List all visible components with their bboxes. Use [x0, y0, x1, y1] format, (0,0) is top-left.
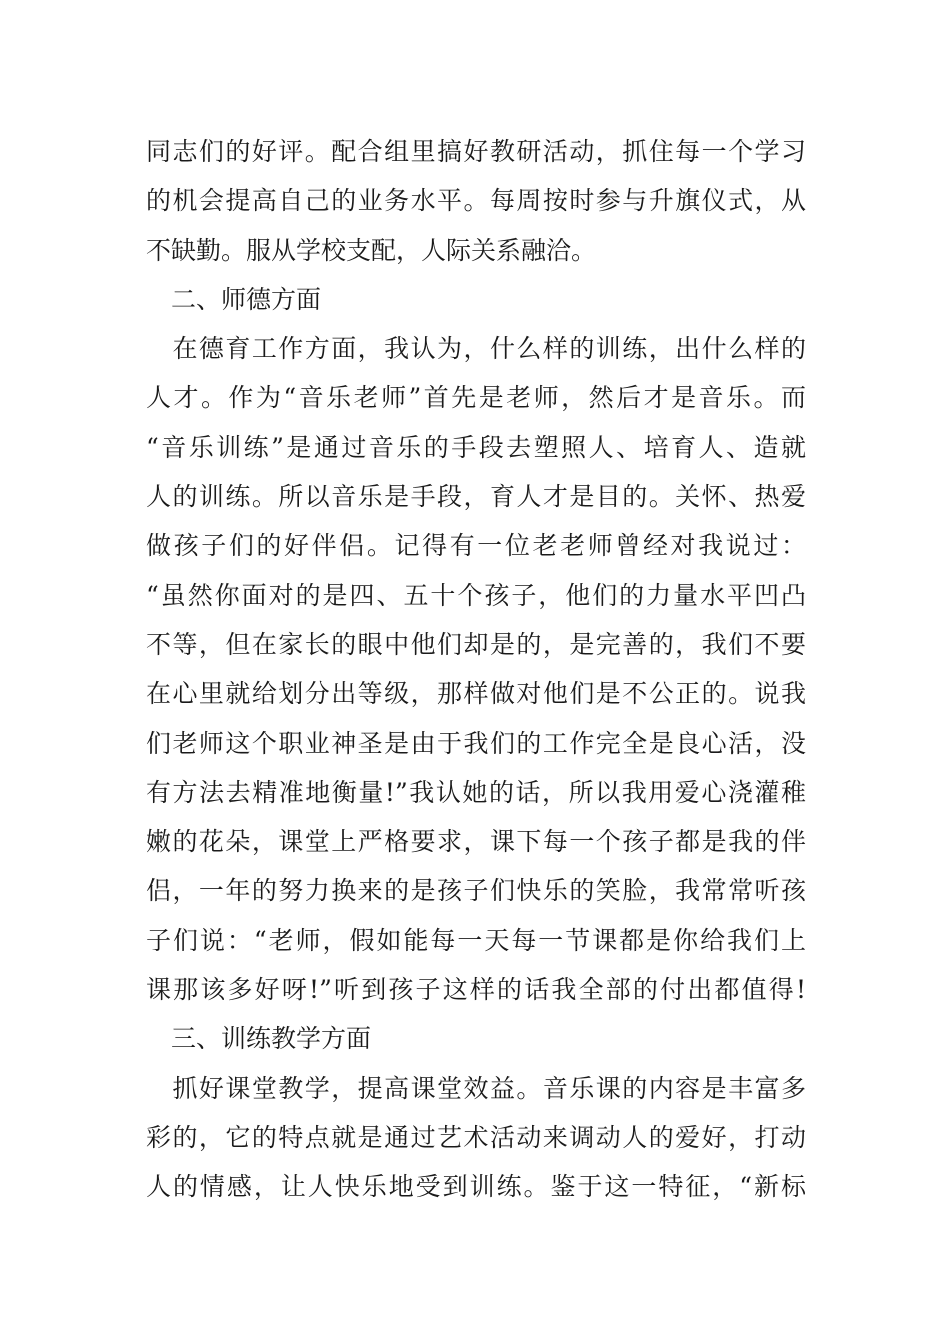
section-heading: 三、训练教学方面	[146, 1024, 372, 1054]
text-line: 人的训练。所以音乐是手段，育人才是目的。关怀、热爱	[146, 482, 806, 512]
text-line: 课那该多好呀!”听到孩子这样的话我全部的付出都值得!	[146, 975, 806, 1005]
document-body	[146, 127, 806, 1212]
text-line: 彩的，它的特点就是通过艺术活动来调动人的爱好，打动	[146, 1122, 806, 1152]
text-line: 在德育工作方面，我认为，什么样的训练，出什么样的	[146, 334, 806, 364]
text-line: 子们说：“老师，假如能每一天每一节课都是你给我们上	[146, 925, 806, 955]
text-line: 的机会提高自己的业务水平。每周按时参与升旗仪式，从	[146, 186, 806, 216]
text-line: 不等，但在家长的眼中他们却是的，是完善的，我们不要	[146, 629, 806, 659]
text-line: 有方法去精准地衡量!”我认她的话，所以我用爱心浇灌稚	[146, 777, 806, 807]
text-line: 嫩的花朵，课堂上严格要求，课下每一个孩子都是我的伴	[146, 827, 806, 857]
text-line: 侣，一年的努力换来的是孩子们快乐的笑脸，我常常听孩	[146, 876, 806, 906]
text-line: 不缺勤。服从学校支配，人际关系融洽。	[146, 235, 597, 265]
text-line: 们老师这个职业神圣是由于我们的工作完全是良心活，没	[146, 728, 806, 758]
text-line: 抓好课堂教学，提高课堂效益。音乐课的内容是丰富多	[146, 1073, 806, 1103]
text-line: 在心里就给划分出等级，那样做对他们是不公正的。说我	[146, 679, 806, 709]
section-heading: 二、师德方面	[146, 284, 322, 314]
text-line: 做孩子们的好伴侣。记得有一位老老师曾经对我说过：	[146, 531, 806, 561]
text-line: 人才。作为“音乐老师”首先是老师，然后才是音乐。而	[146, 383, 806, 413]
text-line: 人的情感，让人快乐地受到训练。鉴于这一特征，“新标	[146, 1172, 806, 1202]
text-line: “音乐训练”是通过音乐的手段去塑照人、培育人、造就	[146, 432, 806, 462]
text-line: 同志们的好评。配合组里搞好教研活动，抓住每一个学习	[146, 137, 806, 166]
text-line: “虽然你面对的是四、五十个孩子，他们的力量水平凹凸	[146, 580, 806, 610]
